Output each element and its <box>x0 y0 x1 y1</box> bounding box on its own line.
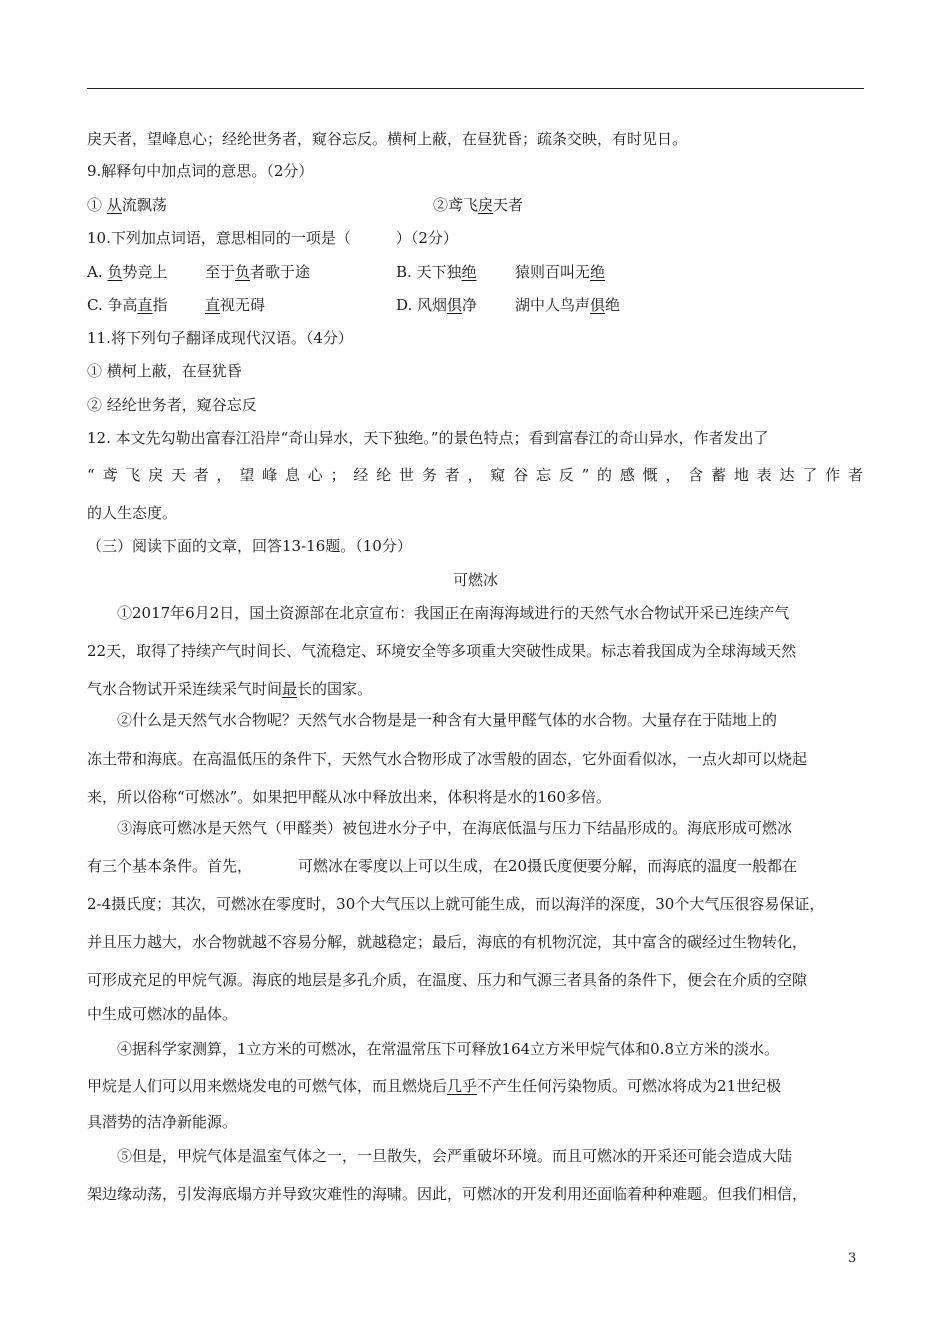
option-d: D. 风烟俱净 <box>396 296 478 314</box>
paragraph-3-line-5: 可形成充足的甲烷气源。海底的地层是多孔介质，在温度、压力和气源三者具备的条件下，便会在介质的空隙 <box>87 971 808 989</box>
option-c-part-2: 直视无碍 <box>205 296 266 314</box>
option-a-part-2: 至于负者歌于途 <box>205 263 311 281</box>
paragraph-2-line-3: 来，所以俗称“可燃冰”。如果把甲醛从冰中释放出来，体积将是水的160多倍。 <box>87 788 611 806</box>
paragraph-2-line-2: 冻土带和海底。在高温低压的条件下，天然气水合物形成了冰雪般的固态，它外面看似冰，一点火却可以烧起 <box>87 750 808 768</box>
option-d-part-2: 湖中人鸟声俱绝 <box>515 296 621 314</box>
paragraph-1-line-1: ①2017年6月2日，国土资源部在北京宣布：我国正在南海海域进行的天然气水合物试开采已连续产气 <box>117 604 790 622</box>
question-12-line-3: 的人生态度。 <box>87 504 178 522</box>
article-title: 可燃冰 <box>452 571 498 589</box>
option-a: A. 负势竞上 <box>87 263 168 281</box>
paragraph-4-line-1: ④据科学家测算，1立方米的可燃冰，在常温常压下可释放164立方米甲烷气体和0.8立方米的淡水。 <box>117 1040 780 1058</box>
paragraph-3-line-6: 中生成可燃冰的晶体。 <box>87 1005 238 1023</box>
text-line: 戾天者，望峰息心；经纶世务者，窥谷忘反。横柯上蔽，在昼犹昏；疏条交映，有时见日。 <box>87 130 688 148</box>
page-number: 3 <box>848 1251 857 1266</box>
header-rule <box>87 88 864 89</box>
question-11: 11.将下列句子翻译成现代汉语。（4分） <box>87 329 353 347</box>
question-11-item-2: ② 经纶世务者，窥谷忘反 <box>87 396 257 414</box>
paragraph-3-line-3: 2-4摄氏度；其次，可燃冰在零度时，30个大气压以上就可能生成，而以海洋的深度，30个大气压很容易保证， <box>87 895 825 913</box>
question-10: 10.下列加点词语，意思相同的一项是（ ）（2分） <box>87 229 458 247</box>
paragraph-5-line-1: ⑤但是，甲烷气体是温室气体之一，一旦散失，会严重破坏环境。而且可燃冰的开采还可能会造成大陆 <box>117 1147 793 1165</box>
question-9-item-1: ① 从流飘荡 <box>87 196 167 214</box>
option-b-part-2: 猿则百叫无绝 <box>515 263 606 281</box>
question-11-item-1: ① 横柯上蔽，在昼犹昏 <box>87 362 242 380</box>
paragraph-3-line-2: 有三个基本条件。首先， 可燃冰在零度以上可以生成，在20摄氏度便要分解，而海底的温度一般都在 <box>87 857 798 875</box>
paragraph-3-line-1: ③海底可燃冰是天然气（甲醛类）被包进水分子中，在海底低温与压力下结晶形成的。海底形成可燃冰 <box>117 819 793 837</box>
paragraph-1-line-3: 气水合物试开采连续采气时间最长的国家。 <box>87 680 373 698</box>
question-12-line-1: 12. 本文先勾勒出富春江沿岸“奇山异水，天下独绝。”的景色特点；看到富春江的奇山异水，作者发出了 <box>87 429 769 447</box>
paragraph-2-line-1: ②什么是天然气水合物呢？天然气水合物是是一种含有大量甲醛气体的水合物。大量存在于陆地上的 <box>117 711 778 729</box>
question-9-item-2: ②鸢飞戾天者 <box>433 196 524 214</box>
option-c: C. 争高直指 <box>87 296 168 314</box>
paragraph-5-line-2: 架边缘动荡，引发海底塌方并导致灾难性的海啸。因此，可燃冰的开发利用还面临着种种难题。但我们相信， <box>87 1185 808 1203</box>
section-3-heading: （三）阅读下面的文章，回答13-16题。（10分） <box>87 537 412 555</box>
option-b: B. 天下独绝 <box>396 263 477 281</box>
paragraph-4-line-2: 甲烷是人们可以用来燃烧发电的可燃气体，而且燃烧后几乎不产生任何污染物质。可燃冰将成为21世纪极 <box>87 1077 782 1095</box>
paragraph-1-line-2: 22天，取得了持续产气时间长、气流稳定、环境安全等多项重大突破性成果。标志着我国成为全球海域天然 <box>87 642 797 660</box>
paragraph-4-line-3: 具潜势的洁净新能源。 <box>87 1113 238 1131</box>
paragraph-3-line-4: 并且压力越大，水合物就越不容易分解，就越稳定；最后，海底的有机物沉淀，其中富含的碳经过生物转化， <box>87 933 808 951</box>
question-9: 9.解释句中加点词的意思。（2分） <box>87 162 314 180</box>
question-12-line-2: “鸢飞戾天者，望峰息心；经纶世务者，窥谷忘反”的感慨，含蓄地表达了作者 <box>87 466 863 484</box>
